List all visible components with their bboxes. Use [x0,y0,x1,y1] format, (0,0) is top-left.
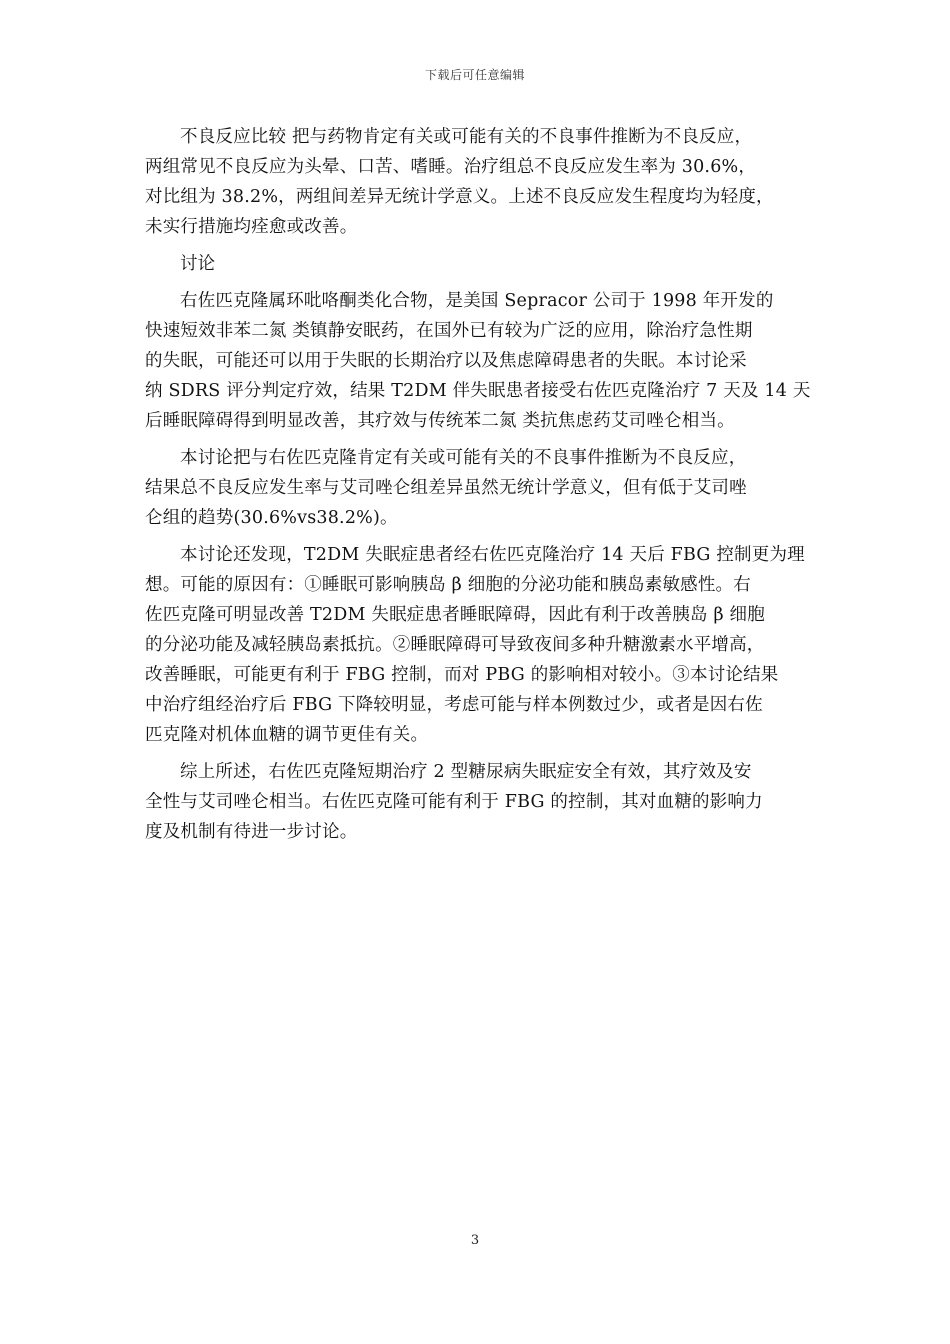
text-line: 对比组为 38.2%，两组间差异无统计学意义。上述不良反应发生程度均为轻度， [145,187,774,207]
paragraph-adverse-comparison [145,443,813,533]
text-line: 未实行措施均痊愈或改善。 [145,217,358,237]
page-number: 3 [470,1233,480,1248]
text-line: 想。可能的原因有：①睡眠可影响胰岛 β 细胞的分泌功能和胰岛素敏感性。右 [145,575,751,595]
text-line: 本讨论把与右佐匹克隆肯定有关或可能有关的不良事件推断为不良反应， [180,448,747,468]
text-line: 右佐匹克隆属环吡咯酮类化合物，是美国 Sepracor 公司于 1998 年开发的 [180,291,774,311]
text-line: 度及机制有待进一步讨论。 [145,822,358,842]
paragraph-conclusion [145,757,813,847]
paragraph-adverse-reactions [145,122,813,242]
text-line: 不良反应比较 把与药物肯定有关或可能有关的不良事件推断为不良反应， [180,127,753,147]
text-line: 快速短效非苯二氮 类镇静安眠药，在国外已有较为广泛的应用，除治疗急性期 [145,321,753,341]
text-line: 的失眠，可能还可以用于失眠的长期治疗以及焦虑障碍患者的失眠。本讨论采 [145,351,747,371]
paragraph-fbg-findings [145,540,813,750]
text-line: 改善睡眠，可能更有利于 FBG 控制，而对 PBG 的影响相对较小。③本讨论结果 [145,665,779,685]
text-line: 的分泌功能及减轻胰岛素抵抗。②睡眠障碍可导致夜间多种升糖激素水平增高， [145,635,765,655]
text-line: 综上所述，右佐匹克隆短期治疗 2 型糖尿病失眠症安全有效，其疗效及安 [180,762,752,782]
text-line: 两组常见不良反应为头晕、口苦、嗜睡。治疗组总不良反应发生率为 30.6%， [145,157,757,177]
text-line: 仑组的趋势(30.6%vs38.2%)。 [145,508,398,528]
document-body [145,122,813,847]
section-heading-discussion: 讨论 [180,254,215,274]
page-header: 下载后可任意编辑 [424,68,525,82]
text-line: 后睡眠障碍得到明显改善，其疗效与传统苯二氮 类抗焦虑药艾司唑仑相当。 [145,411,735,431]
text-line: 匹克隆对机体血糖的调节更佳有关。 [145,725,429,745]
text-line: 纳 SDRS 评分判定疗效，结果 T2DM 伴失眠患者接受右佐匹克隆治疗 7 天及 14 天 [145,381,811,401]
text-line: 佐匹克隆可明显改善 T2DM 失眠症患者睡眠障碍，因此有利于改善胰岛 β 细胞 [145,605,765,625]
text-line: 结果总不良反应发生率与艾司唑仑组差异虽然无统计学意义，但有低于艾司唑 [145,478,747,498]
text-line: 中治疗组经治疗后 FBG 下降较明显，考虑可能与样本例数过少，或者是因右佐 [145,695,763,715]
text-line: 全性与艾司唑仑相当。右佐匹克隆可能有利于 FBG 的控制，其对血糖的影响力 [145,792,763,812]
text-line: 本讨论还发现，T2DM 失眠症患者经右佐匹克隆治疗 14 天后 FBG 控制更为理 [180,545,805,565]
paragraph-discussion-intro [145,286,813,436]
